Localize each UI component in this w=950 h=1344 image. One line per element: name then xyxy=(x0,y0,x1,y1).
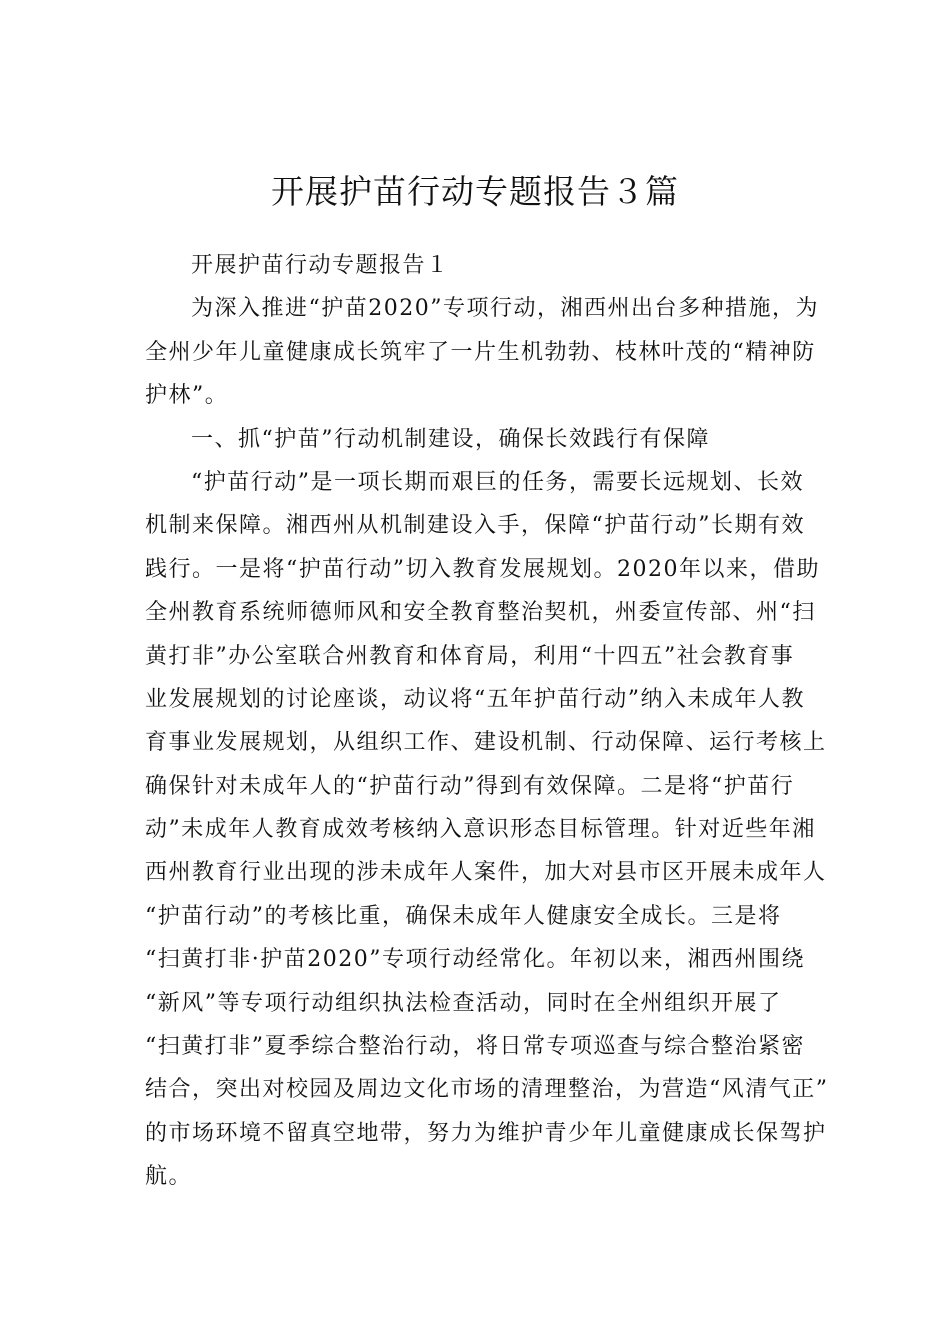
paragraph-line: 航。 xyxy=(145,1164,193,1190)
paragraph-line: “新风”等专项行动组织执法检查活动，同时在全州组织开展了 xyxy=(145,990,782,1016)
document-title: 开展护苗行动专题报告３篇 xyxy=(271,172,679,211)
paragraph-line: 的市场环境不留真空地带，努力为维护青少年儿童健康成长保驾护 xyxy=(145,1120,827,1146)
paragraph-line: 为深入推进“护苗2020”专项行动，湘西州出台多种措施，为 xyxy=(191,296,819,322)
paragraph-line: 确保针对未成年人的“护苗行动”得到有效保障。二是将“护苗行 xyxy=(145,773,795,799)
paragraph-line: 西州教育行业出现的涉未成年人案件，加大对县市区开展未成年人 xyxy=(145,860,827,886)
paragraph-line: 护林”。 xyxy=(145,383,229,409)
document-body xyxy=(145,244,829,1199)
paragraph-line: 业发展规划的讨论座谈，动议将“五年护苗行动”纳入未成年人教 xyxy=(145,686,805,712)
paragraph-line: 践行。一是将“护苗行动”切入教育发展规划。2020年以来，借助 xyxy=(145,556,820,582)
section-heading: 开展护苗行动专题报告１ xyxy=(191,253,450,278)
paragraph-line: 动”未成年人教育成效考核纳入意识形态目标管理。针对近些年湘 xyxy=(145,817,816,843)
paragraph-line: 黄打非”办公室联合州教育和体育局，利用“十四五”社会教育事 xyxy=(145,643,795,669)
paragraph-line: 全州教育系统师德师风和安全教育整治契机，州委宣传部、州“扫 xyxy=(145,600,816,626)
paragraph-line: 全州少年儿童健康成长筑牢了一片生机勃勃、枝林叶茂的“精神防 xyxy=(145,339,816,365)
paragraph-line: 机制来保障。湘西州从机制建设入手，保障“护苗行动”长期有效 xyxy=(145,513,805,539)
paragraph-line: 结合，突出对校园及周边文化市场的清理整治，为营造“风清气正” xyxy=(145,1077,829,1103)
paragraph-line: “护苗行动”是一项长期而艰巨的任务，需要长远规划、长效 xyxy=(191,469,804,495)
paragraph-line: “扫黄打非·护苗2020”专项行动经常化。年初以来，湘西州围绕 xyxy=(145,947,805,973)
section-heading: 一、抓“护苗”行动机制建设，确保长效践行有保障 xyxy=(191,426,710,452)
paragraph-line: “扫黄打非”夏季综合整治行动，将日常专项巡查与综合整治紧密 xyxy=(145,1034,805,1060)
paragraph-line: 育事业发展规划，从组织工作、建设机制、行动保障、运行考核上 xyxy=(145,730,827,756)
paragraph-line: “护苗行动”的考核比重，确保未成年人健康安全成长。三是将 xyxy=(145,903,782,929)
